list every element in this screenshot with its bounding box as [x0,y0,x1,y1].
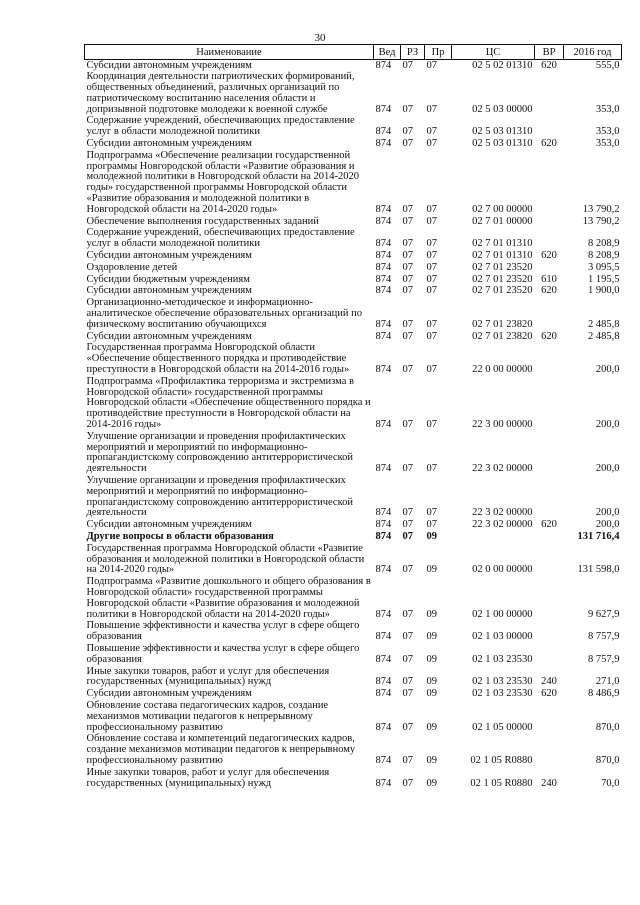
column-header-rz: РЗ [401,45,425,60]
table-row [85,331,622,343]
row-rz: 07 [402,203,413,215]
row-rz: 07 [402,103,413,115]
table-row [85,543,622,576]
row-ved: 874 [375,59,392,71]
row-name: Субсидии автономным учреждениям [86,688,252,700]
row-rz: 07 [402,215,413,227]
table-row [85,621,622,644]
row-rz: 07 [402,463,413,475]
row-name: Повышение эффективности и качества услуг в сфере общего образования [86,642,360,665]
row-sum: 271,0 [595,676,620,688]
row-name: Координация деятельности патриотических формирований, общественных объединений, различных организаций по патриотическому воспитанию населения области и допризывной подготовке молодежи к военной службе [86,71,355,115]
row-name: Субсидии автономным учреждениям [86,285,252,297]
table-row [85,274,622,286]
row-ved: 874 [375,564,392,576]
row-sum: 8 486,9 [588,688,620,700]
row-cs: 02 5 02 01310 [472,59,533,71]
row-vr [535,376,564,431]
row-sum: 870,0 [595,721,620,733]
row-vr [535,577,564,621]
row-cs: 02 1 03 23530 [472,688,533,700]
row-cs: 22 0 00 00000 [472,364,533,376]
row-ved: 874 [375,608,392,620]
row-vr [535,734,564,767]
row-rz: 07 [402,261,413,273]
row-sum: 1 900,0 [588,285,620,297]
row-vr: 620 [541,250,557,262]
table-row [85,251,622,263]
row-vr: 620 [541,519,557,531]
table-row [85,139,622,151]
row-cs: 02 7 01 00000 [472,215,533,227]
table-row [85,343,622,376]
table-body [85,60,622,790]
row-vr [535,150,564,216]
row-sum: 9 627,9 [588,608,620,620]
row-rz: 07 [402,688,413,700]
table-header-row [85,45,622,60]
row-rz: 07 [402,676,413,688]
row-cs: 02 5 03 01310 [472,138,533,150]
row-ved: 874 [375,653,392,665]
row-pr: 07 [426,126,437,138]
row-cs: 02 0 00 00000 [472,564,533,576]
row-rz: 07 [402,419,413,430]
row-vr [535,216,564,228]
row-name: Улучшение организации и проведения профилактических мероприятий и мероприятий по информационно-пропагандистскому сопровождению антитеррористической деятельности [86,474,354,519]
row-vr [535,621,564,644]
row-rz: 07 [402,754,413,766]
row-pr: 07 [426,419,437,430]
row-ved: 874 [375,250,392,262]
table-row [85,116,622,139]
row-sum: 131 716,4 [577,530,620,542]
row-cs: 02 7 01 23520 [472,285,533,297]
row-vr [535,116,564,139]
row-vr [535,228,564,251]
row-ved: 874 [375,318,392,330]
row-pr: 09 [426,653,437,665]
row-rz: 07 [402,519,413,531]
row-pr: 07 [426,250,437,262]
row-pr: 07 [426,261,437,273]
row-cs: 02 1 05 00000 [472,721,533,733]
row-pr: 09 [426,530,437,542]
row-pr: 07 [426,59,437,71]
table-row [85,689,622,701]
row-ved: 874 [375,631,392,643]
row-cs [452,531,535,543]
row-cs: 02 1 00 00000 [472,608,533,620]
row-vr [535,700,564,733]
row-sum: 200,0 [595,507,620,519]
row-pr: 07 [426,103,437,115]
row-pr: 07 [426,463,437,475]
row-pr: 07 [426,519,437,531]
row-ved: 874 [375,688,392,700]
row-name: Оздоровление детей [86,261,178,273]
table-row [85,298,622,331]
row-name: Иные закупки товаров, работ и услуг для обеспечения государственных (муниципальных) нужд [86,766,330,789]
row-sum: 555,0 [595,59,620,71]
row-cs: 22 3 02 00000 [472,463,533,475]
row-cs: 02 7 01 01310 [472,238,533,250]
row-name: Иные закупки товаров, работ и услуг для обеспечения государственных (муниципальных) нужд [86,665,330,688]
row-name: Содержание учреждений, обеспечивающих предоставление услуг в области молодежной политики [86,227,355,250]
row-rz: 07 [402,318,413,330]
row-ved: 874 [375,507,392,519]
row-ved: 874 [375,273,392,285]
table-row [85,431,622,475]
row-ved: 874 [375,530,392,542]
row-ved: 874 [375,261,392,273]
row-sum: 353,0 [595,103,620,115]
row-rz: 07 [402,250,413,262]
row-sum: 8 208,9 [588,250,620,262]
row-name: Субсидии автономным учреждениям [86,330,252,342]
row-cs: 02 1 03 23530 [472,676,533,688]
row-rz: 07 [402,59,413,71]
row-sum: 2 485,8 [588,330,620,342]
row-vr [535,643,564,666]
table-row [85,643,622,666]
row-ved: 874 [375,238,392,250]
column-header-year: 2016 год [564,45,622,60]
row-vr [535,262,564,274]
row-vr: 620 [541,330,557,342]
row-cs: 02 1 03 23530 [472,653,533,665]
table-row [85,216,622,228]
row-rz: 07 [402,608,413,620]
row-ved: 874 [375,215,392,227]
row-pr: 07 [426,273,437,285]
row-rz: 07 [402,564,413,576]
row-name: Субсидии бюджетным учреждениям [86,273,250,285]
row-ved: 874 [375,721,392,733]
row-name: Улучшение организации и проведения профилактических мероприятий и мероприятий по информационно-пропагандистскому сопровождению антитеррористической деятельности [86,430,354,475]
row-name: Субсидии автономным учреждениям [86,519,252,531]
row-vr [535,431,564,475]
page-number: 30 [314,32,326,44]
row-vr [535,475,564,519]
row-ved: 874 [375,203,392,215]
row-pr: 07 [426,215,437,227]
row-pr: 07 [426,318,437,330]
row-name: Подпрограмма «Развитие дошкольного и общего образования в Новгородской области» государственной программы Новгородской области «Развитие образования и молодежной политики в Новгородской области на 2014-2020 годы» [86,576,371,620]
row-rz: 07 [402,138,413,150]
row-rz: 07 [402,364,413,376]
row-pr: 09 [426,676,437,688]
row-cs: 02 7 01 01310 [472,250,533,262]
row-vr: 620 [541,688,557,700]
row-cs: 02 7 01 23520 [472,261,533,273]
row-ved: 874 [375,330,392,342]
row-cs: 02 7 01 23520 [472,273,533,285]
row-pr: 09 [426,688,437,700]
row-ved: 874 [375,463,392,475]
row-vr: 620 [541,285,557,297]
row-pr: 07 [426,364,437,376]
row-name: Организационно-методическое и информационно-аналитическое обеспечение образовательных организаций по физическому воспитанию обучающихся [86,297,362,330]
row-sum: 70,0 [601,777,620,789]
row-ved: 874 [375,103,392,115]
row-pr: 09 [426,608,437,620]
row-sum: 200,0 [595,419,620,430]
row-sum: 131 598,0 [577,564,620,576]
row-vr [535,72,564,116]
row-ved: 874 [375,754,392,766]
row-sum: 2 485,8 [588,318,620,330]
table-row [85,150,622,216]
table-row [85,577,622,621]
table-row [85,520,622,532]
table-row [85,700,622,733]
table-row [85,376,622,431]
budget-table [84,44,622,790]
row-cs: 02 1 03 00000 [472,631,533,643]
row-name: Обновление состава педагогических кадров, создание механизмов мотивации педагогов к непрерывному профессиональному развитию [86,699,329,733]
table-row [85,531,622,543]
column-header-ved: Вед [374,45,401,60]
row-sum: 200,0 [595,463,620,475]
table-row [85,286,622,298]
row-rz: 07 [402,126,413,138]
row-sum: 353,0 [595,126,620,138]
table-row [85,228,622,251]
row-name: Государственная программа Новгородской области «Развитие образования и молодежной политики в Новгородской области на 2014-2020 годы» [86,542,365,576]
row-name: Обеспечение выполнения государственных заданий [86,215,319,227]
row-cs: 22 3 02 00000 [472,519,533,531]
row-vr [535,531,564,543]
row-pr: 09 [426,631,437,643]
table-row [85,262,622,274]
row-vr [535,543,564,576]
row-name: Подпрограмма «Профилактика терроризма и экстремизма в Новгородской области» государственной программы Новгородской области «Обеспечение общественного порядка и противодействие преступности в Новгородской области на 2014-2016 годы» [86,375,371,430]
row-cs: 22 3 00 00000 [472,419,533,430]
row-vr: 620 [541,138,557,150]
column-header-vr: ВР [535,45,564,60]
row-cs: 02 5 03 01310 [472,126,533,138]
table-row [85,72,622,116]
row-pr: 09 [426,777,437,789]
row-name: Повышение эффективности и качества услуг в сфере общего образования [86,620,360,643]
row-cs: 02 1 05 R0880 [470,754,533,766]
row-rz: 07 [402,238,413,250]
row-ved: 874 [375,519,392,531]
row-name: Обновление состава и компетенций педагогических кадров, создание механизмов мотивации педагогов к непрерывному профессиональному развитию [86,733,356,766]
row-ved: 874 [375,419,392,430]
row-name: Субсидии автономным учреждениям [86,138,252,150]
row-name: Подпрограмма «Обеспечение реализации государственной программы Новгородской области «Развитие образования и молодежной политики в Новгородской области на 2014-2020 годы» государственной программы Новгородской области «Развитие образования и молодежной политики в Новгородской области на 2014-2020 годы» [86,149,360,215]
row-pr: 07 [426,330,437,342]
row-vr [535,343,564,376]
row-rz: 07 [402,273,413,285]
row-sum: 13 790,2 [582,203,620,215]
table-row [85,734,622,767]
row-sum: 200,0 [595,519,620,531]
row-cs: 02 7 01 23820 [472,330,533,342]
row-sum: 8 757,9 [588,653,620,665]
row-pr: 07 [426,507,437,519]
row-cs: 02 7 01 23820 [472,318,533,330]
row-cs: 02 7 00 00000 [472,203,533,215]
column-header-cs: ЦС [452,45,535,60]
row-name: Субсидии автономным учреждениям [86,250,252,262]
column-header-name: Наименование [85,45,374,60]
row-ved: 874 [375,138,392,150]
row-vr [535,298,564,331]
row-pr: 07 [426,285,437,297]
row-pr: 09 [426,564,437,576]
table-row [85,767,622,790]
row-rz: 07 [402,653,413,665]
row-name: Субсидии автономным учреждениям [86,59,252,71]
row-ved: 874 [375,676,392,688]
row-name: Государственная программа Новгородской области «Обеспечение общественного порядка и противодействие преступности в Новгородской области на 2014-2016 годы» [86,342,350,376]
row-pr: 07 [426,138,437,150]
row-sum: 8 208,9 [588,238,620,250]
table-row [85,475,622,519]
row-sum: 870,0 [595,754,620,766]
row-cs: 02 1 05 R0880 [470,777,533,789]
row-cs: 22 3 02 00000 [472,507,533,519]
row-rz: 07 [402,631,413,643]
row-sum: 3 095,5 [588,261,620,273]
row-vr: 240 [541,676,557,688]
row-cs: 02 5 03 00000 [472,103,533,115]
row-ved: 874 [375,364,392,376]
row-pr: 07 [426,203,437,215]
row-sum: 200,0 [595,364,620,376]
row-rz: 07 [402,721,413,733]
row-pr: 07 [426,238,437,250]
row-rz: 07 [402,507,413,519]
row-vr: 620 [541,59,557,71]
table-row [85,60,622,72]
row-sum: 8 757,9 [588,631,620,643]
row-name: Другие вопросы в области образования [86,530,274,542]
row-rz: 07 [402,330,413,342]
row-rz: 07 [402,777,413,789]
row-sum: 1 195,5 [588,273,620,285]
row-ved: 874 [375,285,392,297]
row-rz: 07 [402,530,413,542]
row-vr: 240 [541,777,557,789]
row-vr: 610 [541,273,557,285]
row-sum: 353,0 [595,138,620,150]
row-pr: 09 [426,754,437,766]
row-sum: 13 790,2 [582,215,620,227]
table-row [85,666,622,689]
row-name: Содержание учреждений, обеспечивающих предоставление услуг в области молодежной политики [86,115,355,138]
row-pr: 09 [426,721,437,733]
row-ved: 874 [375,126,392,138]
row-ved: 874 [375,777,392,789]
column-header-pr: Пр [425,45,452,60]
row-rz: 07 [402,285,413,297]
